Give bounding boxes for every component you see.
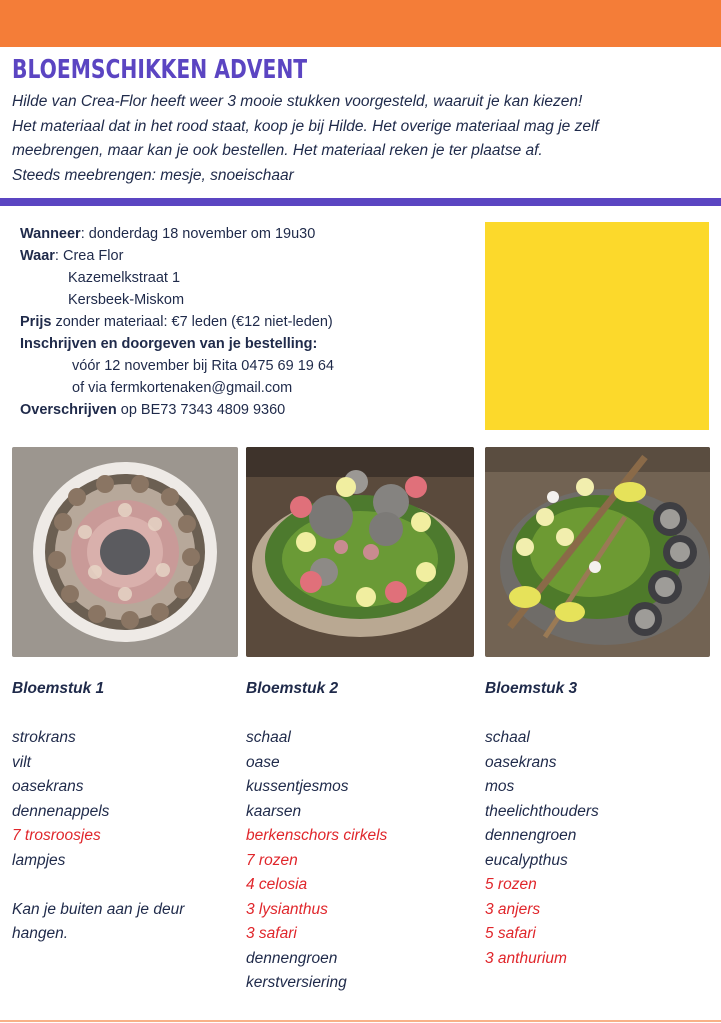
bloemstuk-1-items: [12, 726, 242, 873]
transfer-row: [20, 399, 480, 421]
material-item: dennengroen: [485, 827, 577, 844]
bloemstuk-2-column: [246, 677, 476, 996]
material-item: kussentjesmos: [246, 778, 349, 795]
material-item: dennenappels: [12, 802, 110, 820]
bloemstuk-3-items: [485, 726, 715, 971]
register-line-1: vóór 12 november bij Rita 0475 69 19 64: [72, 358, 334, 374]
register-line-2: of via fermkortenaken@gmail.com: [72, 380, 293, 396]
bloemstuk-2-items: [246, 726, 476, 996]
material-item-to-buy: 7 rozen: [246, 851, 298, 869]
transfer-value: op BE73 7343 4809 9360: [116, 402, 286, 418]
address-street: Kazemelkstraat 1: [68, 270, 181, 286]
where-value: : Crea Flor: [54, 248, 124, 264]
register-label: Inschrijven en doorgeven van je bestelling:: [20, 336, 318, 352]
bloemstuk-1-note: Kan je buiten aan je deur hangen.: [12, 900, 185, 942]
intro-line: Hilde van Crea-Flor heeft weer 3 mooie stukken voorgesteld, waaruit je kan kiezen!: [12, 93, 583, 110]
yellow-block: [485, 222, 709, 430]
bloemstuk-3-photo: [485, 447, 710, 657]
material-item-to-buy: 4 celosia: [246, 876, 308, 893]
material-item-to-buy: 3 safari: [246, 925, 297, 942]
bloemstuk-3-column: [485, 677, 715, 971]
material-item-to-buy: 7 trosroosjes: [12, 827, 101, 844]
when-value: : donderdag 18 november om 19u30: [80, 226, 316, 242]
material-item: eucalypthus: [485, 851, 568, 869]
page-title: BLOEMSCHIKKEN ADVENT: [12, 55, 308, 85]
material-item: dennengroen: [246, 949, 338, 967]
material-item-to-buy: 5 safari: [485, 925, 536, 942]
material-item: theelichthouders: [485, 802, 599, 820]
material-item: mos: [485, 778, 515, 795]
when-label: Wanneer: [20, 226, 81, 242]
bottom-divider: [0, 1020, 721, 1022]
price-value: zonder materiaal: €7 leden (€12 niet-leden): [51, 314, 333, 330]
bloemstuk-1-photo: [12, 447, 238, 657]
material-item: lampjes: [12, 851, 66, 869]
material-item-to-buy: 3 lysianthus: [246, 900, 328, 918]
material-item: schaal: [246, 729, 291, 746]
material-item-to-buy: berkenschors cirkels: [246, 827, 388, 844]
material-item: strokrans: [12, 729, 76, 746]
material-item: oase: [246, 753, 280, 771]
bloemstuk-1-title: Bloemstuk 1: [12, 680, 105, 697]
register-row: [20, 333, 480, 355]
bloemstuk-1-column: [12, 677, 242, 947]
where-row: [20, 245, 480, 267]
material-item-to-buy: 5 rozen: [485, 876, 537, 893]
bloemstuk-2-title: Bloemstuk 2: [246, 680, 339, 697]
bloemstuk-2-photo: [246, 447, 474, 657]
address-city: Kersbeek-Miskom: [68, 292, 185, 308]
material-item: schaal: [485, 729, 530, 746]
material-item: oasekrans: [12, 778, 84, 795]
intro-line: meebrengen, maar kan je ook bestellen. Het materiaal reken je ter plaatse af.: [12, 142, 543, 159]
where-label: Waar: [20, 248, 55, 264]
material-item: kaarsen: [246, 802, 302, 820]
intro-text: [12, 90, 712, 188]
when-row: [20, 223, 480, 245]
transfer-label: Overschrijven: [20, 402, 117, 418]
material-item: oasekrans: [485, 753, 557, 771]
material-item-to-buy: 3 anthurium: [485, 949, 567, 967]
material-item: kerstversiering: [246, 974, 347, 991]
bloemstuk-3-title: Bloemstuk 3: [485, 680, 578, 697]
event-info: [20, 223, 480, 421]
price-label: Prijs: [20, 314, 52, 330]
price-row: [20, 311, 480, 333]
intro-line: Steeds meebrengen: mesje, snoeischaar: [12, 166, 294, 184]
top-orange-banner: [0, 0, 721, 47]
material-item: vilt: [12, 753, 31, 771]
material-item-to-buy: 3 anjers: [485, 900, 541, 918]
purple-divider: [0, 198, 721, 206]
intro-line: Het materiaal dat in het rood staat, koop je bij Hilde. Het overige materiaal mag je zelf: [12, 117, 599, 135]
